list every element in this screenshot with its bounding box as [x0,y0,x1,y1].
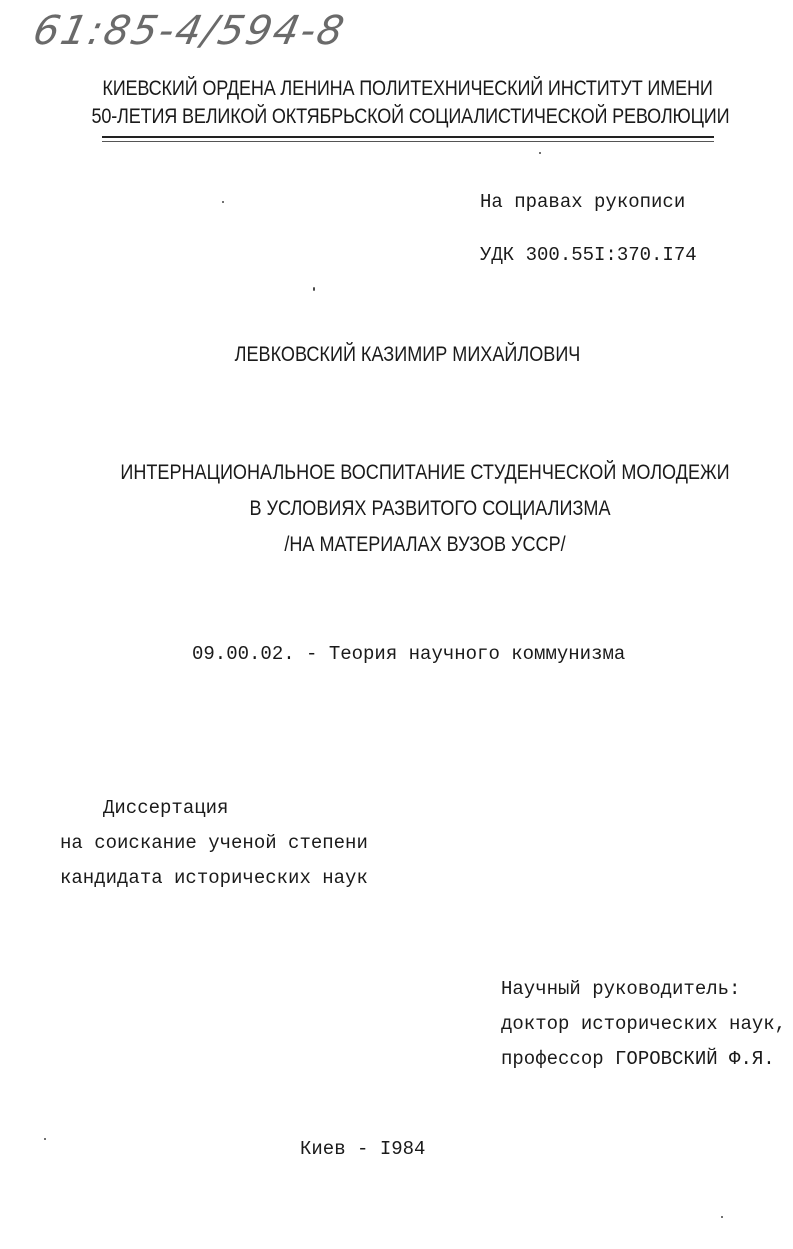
specialty-code: 09.00.02. - Теория научного коммунизма [192,643,626,665]
degree-purpose-line: на соискание ученой степени [60,832,368,854]
institute-name-line-1: КИЕВСКИЙ ОРДЕНА ЛЕНИНА ПОЛИТЕХНИЧЕСКИЙ ИНСТИТУТ ИМЕНИ [102,77,713,100]
paper-speck [313,287,315,291]
author-name: ЛЕВКОВСКИЙ КАЗИМИР МИХАЙЛОВИЧ [234,343,581,366]
paper-speck [222,201,224,203]
city-and-year: Киев - I984 [300,1138,426,1160]
thesis-title-line-1: ИНТЕРНАЦИОНАЛЬНОЕ ВОСПИТАНИЕ СТУДЕНЧЕСКОЙ МОЛОДЕЖИ [120,461,730,484]
institute-name-line-2: 50-ЛЕТИЯ ВЕЛИКОЙ ОКТЯБРЬСКОЙ СОЦИАЛИСТИЧЕСКОЙ РЕВОЛЮЦИИ [91,105,730,128]
header-divider-thin [102,141,714,142]
header-divider-thick [102,136,714,138]
udk-code: УДК 300.55I:370.I74 [480,244,697,266]
paper-speck [539,152,541,154]
paper-speck [721,1216,723,1218]
supervisor-name: профессор ГОРОВСКИЙ Ф.Я. [501,1048,775,1070]
degree-name-line: кандидата исторических наук [60,867,368,889]
thesis-title-line-3: /НА МАТЕРИАЛАХ ВУЗОВ УССР/ [284,533,566,556]
dissertation-label: Диссертация [103,797,229,819]
supervisor-degree: доктор исторических наук, [501,1013,787,1035]
thesis-title-line-2: В УСЛОВИЯХ РАЗВИТОГО СОЦИАЛИЗМА [249,497,611,520]
paper-speck [44,1138,46,1140]
manuscript-rights-note: На правах рукописи [480,191,686,213]
handwritten-archive-number: 61:85-4/594-8 [29,8,350,54]
supervisor-label: Научный руководитель: [501,978,741,1000]
